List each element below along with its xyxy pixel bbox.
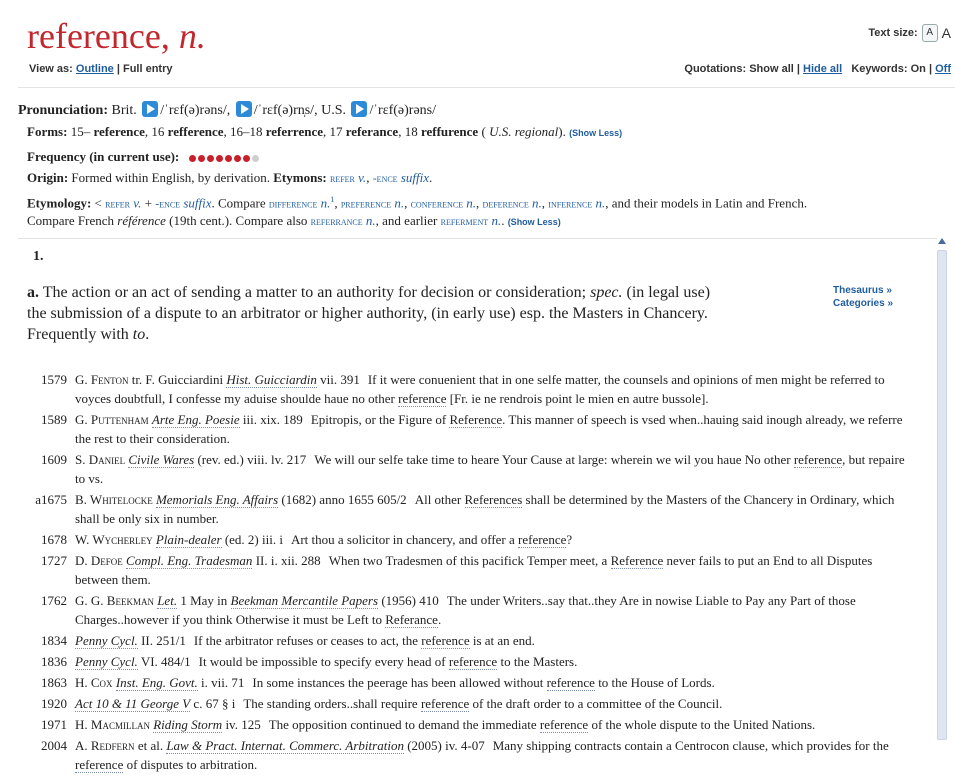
sense-letter: a.: [27, 284, 39, 301]
forms-region: U.S. regional: [489, 124, 559, 139]
frequency-dot: [216, 155, 223, 162]
quotation-text: If the arbitrator refuses or ceases to act, the: [193, 633, 418, 648]
forms-show-less-link[interactable]: (Show Less): [569, 128, 623, 138]
etymology-xref[interactable]: referrance: [310, 214, 363, 228]
quotation-ref: (2005) iv. 4-07: [407, 738, 485, 753]
etymology-text: , and earlier: [375, 213, 438, 228]
form-variant: reference: [93, 124, 145, 139]
view-outline-link[interactable]: Outline: [75, 63, 114, 75]
etymology-xref[interactable]: inference: [548, 196, 593, 211]
quotation-text: It would be impossible to specify every head of: [198, 654, 446, 669]
thesaurus-link[interactable]: Thesaurus »: [833, 285, 892, 296]
quotation-row: [18, 631, 908, 650]
quotation-title-link[interactable]: Penny Cycl.: [75, 654, 138, 669]
etymon-pos: suffix: [400, 170, 429, 185]
etymology-pos: v.: [133, 195, 142, 211]
pronunciation-label: Pronunciation:: [18, 103, 108, 118]
quotation-ref: vii. 391: [320, 372, 360, 387]
quotation-year: 1589: [41, 412, 67, 427]
quotation-keyword: References: [464, 492, 523, 507]
quotation-author: D. Defoe: [75, 553, 123, 568]
quotation-keyword: reference: [518, 532, 567, 547]
quotation-ref: (rev. ed.) viii. lv. 217: [197, 452, 307, 467]
etymon-sep: ,: [366, 170, 373, 185]
quotation-author: A. Redfern: [75, 738, 135, 753]
quotation-title-link[interactable]: Penny Cycl.: [75, 633, 138, 648]
quotation-title-link[interactable]: Beekman Mercantile Papers: [230, 593, 379, 608]
quotation-body: [75, 370, 908, 408]
quotation-author: H. Cox: [75, 675, 113, 690]
ipa-brit-1: /ˈrɛf(ə)rəns/,: [160, 103, 231, 118]
view-full-entry[interactable]: Full entry: [122, 63, 173, 75]
sense-definition: [27, 282, 727, 345]
etymology-pos: n.: [491, 213, 502, 228]
frequency-label: Frequency (in current use):: [27, 149, 180, 164]
quotation-text: never fails to put an End to all Disputes between them.: [75, 553, 873, 587]
ipa-us: /ˈrɛf(ə)rəns/: [369, 103, 436, 118]
frequency-dot: [225, 155, 232, 162]
quotation-title-link[interactable]: Let.: [157, 593, 178, 608]
keywords-sep: |: [928, 63, 933, 75]
play-audio-icon[interactable]: [142, 101, 158, 117]
etymology-sup: 1: [330, 195, 335, 204]
categories-link[interactable]: Categories »: [833, 298, 894, 309]
quotation-keyword: Referance: [385, 612, 438, 627]
forms-date: , 17: [322, 124, 346, 139]
quotation-title-link[interactable]: Riding Storm: [153, 717, 223, 732]
quotation-text: . This manner of speech is vsed when..hauing said inough already, we referre the rest to their consideration.: [75, 412, 903, 446]
quotation-ref: II. i. xii. 288: [255, 553, 321, 568]
quotation-body: [75, 673, 908, 692]
quotation-row: [18, 410, 908, 448]
quotation-text: ?: [566, 532, 573, 547]
quotation-author: W. Wycherley: [75, 532, 153, 547]
quotations-hide-all-link[interactable]: Hide all: [803, 63, 843, 75]
etymology-pos: n.: [532, 195, 542, 211]
quotation-ref: (1682) anno 1655 605/2: [281, 492, 407, 507]
quotation-text: of disputes to arbitration.: [126, 757, 258, 772]
frequency-dot: [198, 155, 205, 162]
definition-with-word: to: [132, 326, 146, 343]
etymology-line-2: [27, 212, 561, 231]
quotation-text: is at an end.: [472, 633, 535, 648]
quotation-row: [18, 715, 908, 734]
etymology-pos: suffix: [183, 195, 212, 211]
quotation-ref: i. vii. 71: [201, 675, 245, 690]
origin-line: [27, 169, 432, 187]
quotation-body: [75, 715, 908, 734]
etymology-french: référence: [117, 213, 166, 228]
quotation-author: G. G. Beekman: [75, 593, 154, 608]
quotation-title-link[interactable]: Civile Wares: [128, 452, 195, 467]
etymology-xref[interactable]: preference: [340, 196, 392, 211]
etymology-pos: n.: [365, 213, 376, 228]
forms-paren: ).: [558, 124, 566, 139]
quotation-keyword: reference: [398, 391, 447, 406]
pronunciation-line: [18, 101, 436, 120]
quotation-pre: et al.: [137, 738, 164, 753]
quotation-title-link[interactable]: Compl. Eng. Tradesman: [126, 553, 253, 568]
quotation-row: [18, 736, 908, 774]
quotation-row: [18, 370, 908, 408]
quotation-body: [75, 490, 908, 528]
etymology-line-1: Etymology: < refer v. + -ence suffix. Compare difference n.$^1$, preference n., conference n., deference n., inference n., and their models in Latin and French.: [27, 195, 808, 211]
definition-end: .: [145, 326, 150, 343]
frequency-dot: [207, 155, 214, 162]
frequency-dot: [252, 155, 259, 162]
definition-text: The action or an act of sending a matter to an authority for decision or consideration;: [42, 284, 587, 301]
etymology-xref[interactable]: deference: [482, 196, 529, 211]
quotations-keywords-bar: [684, 63, 951, 75]
quotation-text: Many shipping contracts contain a Centrocon clause, which provides for the: [492, 738, 889, 753]
origin-text: Formed within English, by derivation.: [71, 170, 271, 185]
quotation-text: We will our selfe take time to heare Your Cause at large: wherein we wil you haue No other: [314, 452, 791, 467]
form-variant: reffurence: [420, 124, 479, 139]
ipa-brit-2: /ˈrɛf(ə)rn̩s/,: [253, 103, 318, 118]
keywords-label: Keywords:: [851, 63, 908, 75]
quotation-row: [18, 673, 908, 692]
quotation-text: to the House of Lords.: [598, 675, 715, 690]
quotation-row: [18, 694, 908, 713]
quotation-row: [18, 551, 908, 589]
quotation-keyword: Reference: [449, 412, 503, 427]
form-variant: refference: [167, 124, 224, 139]
quotation-ref: 1 May in: [180, 593, 228, 608]
text-size-control: [868, 24, 951, 42]
quotation-year: 1971: [41, 717, 67, 732]
forms-date: , 16: [144, 124, 168, 139]
quotation-body: [75, 551, 908, 589]
play-audio-icon[interactable]: [351, 101, 367, 117]
forms-date: 15–: [70, 124, 94, 139]
forms-paren: (: [478, 124, 490, 139]
quotation-pre: tr. F. Guicciardini: [131, 372, 224, 387]
quotation-year: 2004: [41, 738, 67, 753]
etymology-compare: . Compare: [211, 195, 266, 211]
quotation-text: .: [437, 612, 442, 627]
quotation-keyword: reference: [421, 633, 470, 648]
quotation-text: [Fr. ie ne rendrois point le mien en autre bussole].: [449, 391, 709, 406]
quotation-text: shall be determined by the Masters of the Chancery in Ordinary, which shall be only six in number.: [75, 492, 895, 526]
etymology-xref[interactable]: -ence: [155, 196, 181, 211]
etymology-tail: , and their models in Latin and French.: [605, 195, 808, 211]
forms-label: Forms:: [27, 124, 68, 139]
etymology-pos: n.: [320, 195, 331, 211]
etymology-lt: <: [94, 195, 102, 211]
section-divider: [18, 238, 937, 239]
quotation-text: If it were conuenient that in one selfe matter, the counsels and opinions of men might be referred to voyces doubtfull, I confesse my aduise shoulde haue no other: [75, 372, 885, 406]
frequency-dot: [243, 155, 250, 162]
quotation-ref: VI. 484/1: [140, 654, 191, 669]
etymon-link[interactable]: -ence: [372, 171, 398, 185]
etymology-xref[interactable]: refer: [105, 196, 131, 211]
quotation-text: All other: [414, 492, 462, 507]
quotation-title-link[interactable]: Act 10 & 11 George V: [75, 696, 191, 711]
origin-label: Origin:: [27, 170, 69, 185]
quotation-author: H. Macmillan: [75, 717, 150, 732]
forms-date: , 16–18: [223, 124, 266, 139]
text-size-small-button[interactable]: A: [922, 24, 938, 42]
quotation-text: Epitropis, or the Figure of: [310, 412, 447, 427]
etymology-xref[interactable]: difference: [268, 196, 318, 211]
quotation-text: of the whole dispute to the United Nations.: [591, 717, 816, 732]
quotation-body: [75, 631, 908, 650]
quotation-text: , but repaire to vs.: [75, 452, 905, 486]
headword-title: [27, 14, 206, 58]
etymon-pos: v.: [358, 170, 367, 185]
quotation-title-link[interactable]: Memorials Eng. Affairs: [155, 492, 279, 507]
quotation-row: [18, 530, 908, 549]
scroll-up-arrow-icon[interactable]: [938, 238, 946, 244]
quotation-author: B. Whitelocke: [75, 492, 153, 507]
quotation-text: The standing orders..shall require: [243, 696, 418, 711]
etymology-pos: n.: [394, 195, 405, 211]
quotation-text: to the Masters.: [500, 654, 578, 669]
quotation-body: [75, 410, 908, 448]
quotation-title-link[interactable]: Plain-dealer: [155, 532, 222, 547]
quotation-ref: (ed. 2) iii. i: [224, 532, 283, 547]
quotation-text: The under Writers..say that..they Are in nowise Liable to Pay any Part of those Charges..however if you think Otherwise it must be Left to: [75, 593, 856, 627]
thesaurus-links: [833, 284, 893, 310]
quotation-text: Art thou a solicitor in chancery, and offer a: [290, 532, 515, 547]
form-variant: referrence: [265, 124, 323, 139]
view-as-label: View as:: [29, 63, 73, 75]
form-variant: referance: [345, 124, 399, 139]
play-audio-icon[interactable]: [236, 101, 252, 117]
etymology-xref[interactable]: referment: [440, 214, 489, 228]
quotation-author: S. Daniel: [75, 452, 126, 467]
quotation-row: [18, 591, 908, 629]
quotation-body: [75, 736, 908, 774]
quotation-keyword: reference: [448, 654, 498, 669]
quotation-row: [18, 490, 908, 528]
quotation-keyword: reference: [793, 452, 843, 467]
quotation-year: 1863: [41, 675, 67, 690]
etymology-plus: +: [144, 195, 152, 211]
quotation-text: When two Tradesmen of this pacifick Temper meet, a: [328, 553, 608, 568]
quotation-ref: c. 67 § i: [193, 696, 236, 711]
keywords-off-link[interactable]: Off: [935, 63, 951, 75]
quotation-year: a1675: [35, 492, 67, 507]
text-size-label: Text size:: [868, 27, 918, 39]
etymon-link[interactable]: refer: [329, 171, 355, 185]
scrollbar[interactable]: [936, 238, 948, 738]
quotations-show-all[interactable]: Show all: [749, 63, 794, 75]
quotation-text: of the draft order to a committee of the Council.: [472, 696, 723, 711]
part-of-speech: n.: [178, 16, 206, 56]
forms-date: , 18: [398, 124, 421, 139]
quotation-ref: (1956) 410: [381, 593, 439, 608]
quotation-year: 1609: [41, 452, 67, 467]
quotations-sep: |: [796, 63, 800, 75]
keywords-on[interactable]: On: [910, 63, 926, 75]
quotation-title-link[interactable]: Hist. Guicciardin: [226, 372, 317, 387]
quotation-year: 1727: [41, 553, 67, 568]
quotation-body: [75, 530, 908, 549]
etymons-label: Etymons:: [273, 170, 327, 185]
quotation-keyword: Reference: [610, 553, 664, 568]
view-sep: |: [116, 63, 120, 75]
quotation-text: The opposition continued to demand the immediate: [268, 717, 537, 732]
etymology-label: Etymology:: [27, 195, 92, 211]
headword: reference,: [27, 16, 170, 56]
origin-end: .: [429, 170, 433, 185]
quotation-year: 1762: [41, 593, 67, 608]
quotation-year: 1834: [41, 633, 67, 648]
quotation-row: [18, 450, 908, 488]
frequency-indicator: [189, 155, 259, 162]
text-size-large-button[interactable]: A: [941, 25, 951, 41]
us-label: U.S.: [321, 103, 346, 118]
quotation-year: 1579: [41, 372, 67, 387]
etymology-period: .: [501, 213, 505, 228]
quotation-author: G. Puttenham: [75, 412, 149, 427]
quotation-author: G. Fenton: [75, 372, 129, 387]
quotation-body: [75, 694, 908, 713]
quotations-label: Quotations:: [684, 63, 747, 75]
quotation-year: 1920: [41, 696, 67, 711]
view-as-bar: [29, 63, 173, 75]
etymology-pos: n.: [466, 195, 477, 211]
quotation-title-link[interactable]: Arte Eng. Poesie: [151, 412, 240, 427]
etymology-xref[interactable]: conference: [410, 196, 464, 211]
quotation-title-link[interactable]: Inst. Eng. Govt.: [115, 675, 198, 690]
brit-label: Brit.: [111, 103, 137, 118]
quotation-ref: II. 251/1: [141, 633, 186, 648]
etymology-text: Compare French: [27, 213, 115, 228]
frequency-line: [27, 148, 259, 166]
quotation-keyword: reference: [420, 696, 470, 711]
quotation-body: [75, 450, 908, 488]
quotation-body: [75, 591, 908, 629]
quotation-ref: iii. xix. 189: [242, 412, 303, 427]
quotation-keyword: reference: [539, 717, 589, 732]
definition-spec: spec.: [590, 284, 623, 301]
quotation-year: 1678: [41, 532, 67, 547]
frequency-dot: [234, 155, 241, 162]
header-divider: [18, 87, 955, 88]
quotation-row: [18, 652, 908, 671]
etymology-pos: n.: [595, 195, 606, 211]
quotation-list: [18, 370, 908, 776]
quotation-title-link[interactable]: Law & Pract. Internat. Commerc. Arbitration: [166, 738, 404, 753]
frequency-dot: [189, 155, 196, 162]
quotation-year: 1836: [41, 654, 67, 669]
scrollbar-thumb[interactable]: [937, 250, 947, 740]
etymology-text: (19th cent.). Compare also: [169, 213, 308, 228]
quotation-keyword: reference: [546, 675, 595, 690]
sense-number: 1.: [33, 249, 44, 264]
definition-text: (in legal use) the submission of a dispute to an arbitrator or higher authority, (in early use) esp. the Masters in Chancery. Frequently with: [27, 284, 711, 343]
quotation-keyword: reference: [75, 757, 124, 772]
forms-line: [27, 123, 622, 142]
etymology-show-less-link[interactable]: (Show Less): [507, 217, 561, 227]
quotation-text: In some instances the peerage has been allowed without: [252, 675, 544, 690]
quotation-body: [75, 652, 908, 671]
quotation-ref: iv. 125: [225, 717, 261, 732]
